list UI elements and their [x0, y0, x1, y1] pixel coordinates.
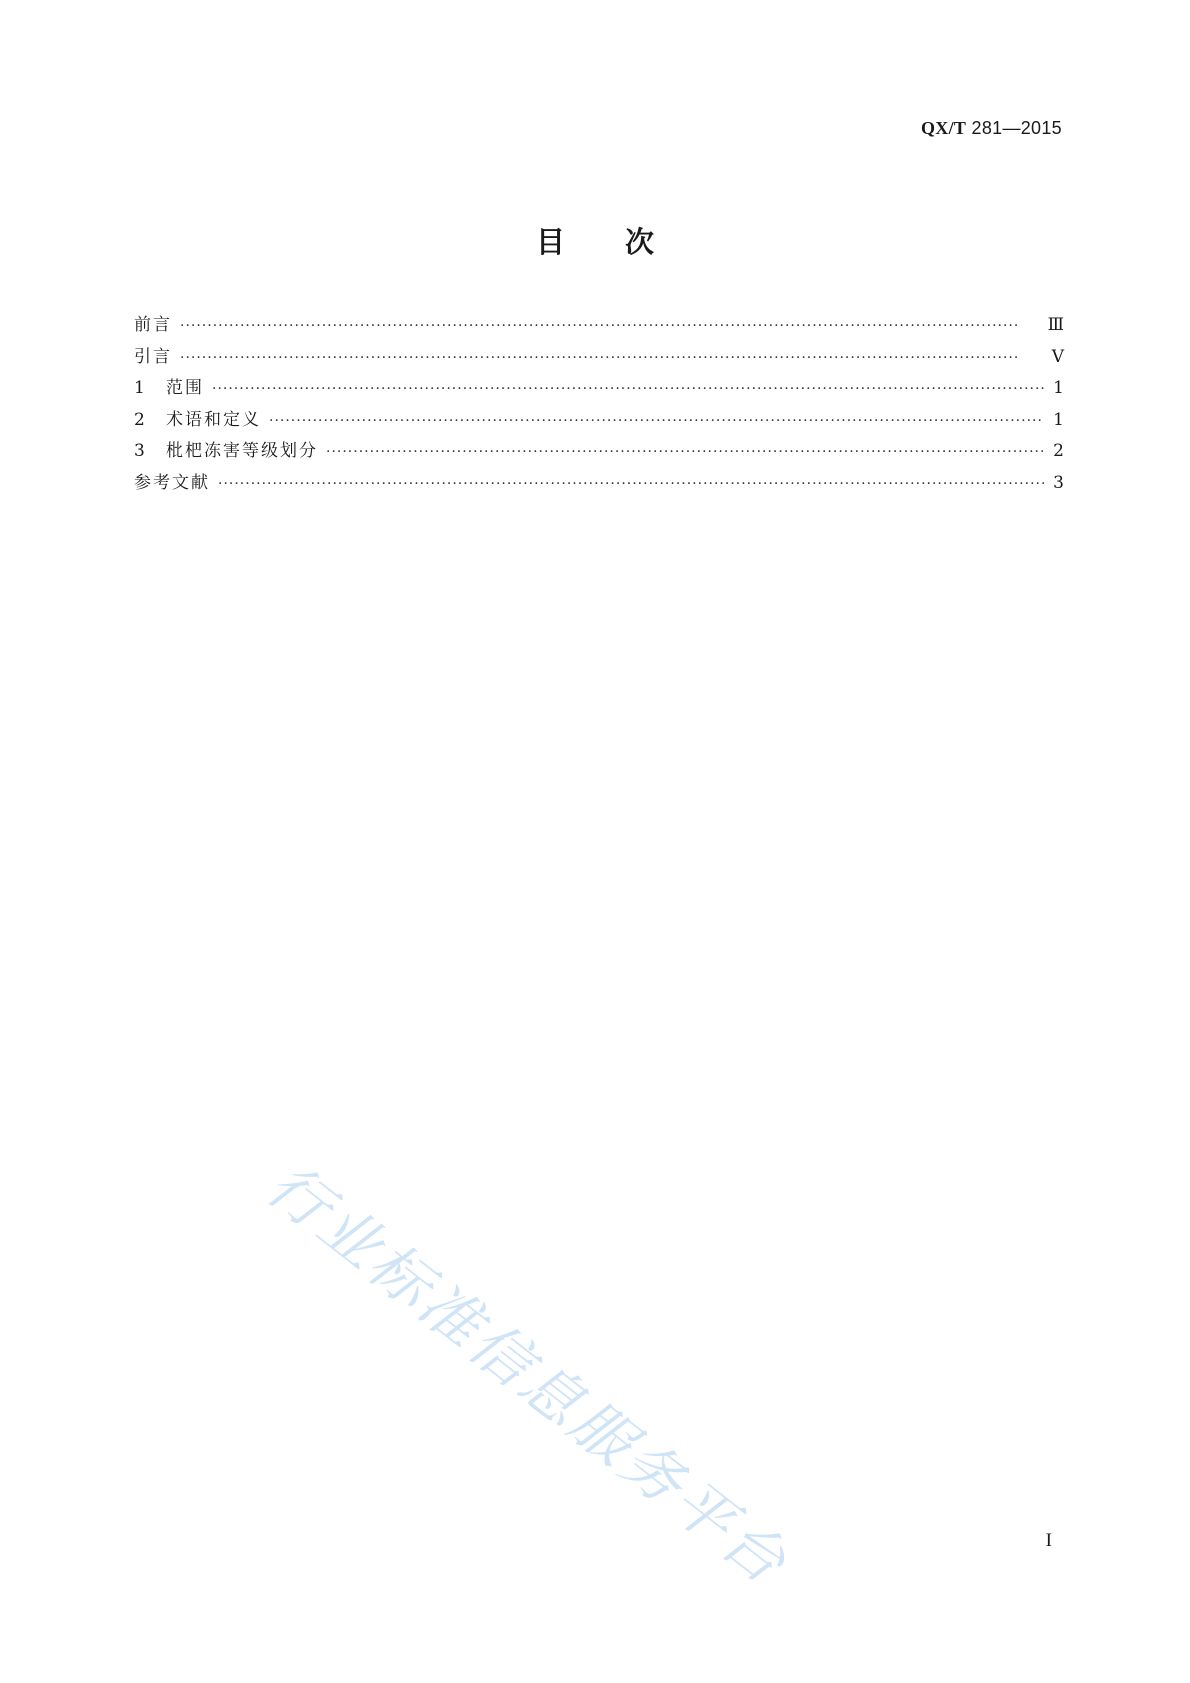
toc-item-grading[interactable]	[134, 436, 1064, 468]
toc-item-label: 前言	[134, 315, 172, 335]
toc-item-page: 1	[1053, 409, 1064, 430]
toc-item-references[interactable]	[134, 468, 1064, 500]
watermark: 行业标准信息服务平台	[253, 1150, 802, 1600]
dot-leader	[180, 343, 1044, 375]
toc-item-number: 2	[134, 409, 145, 430]
toc-item-number: 1	[134, 378, 145, 398]
dot-leader	[218, 469, 1044, 501]
toc-item-label: 术语和定义	[166, 409, 261, 430]
toc-item-page: 3	[1053, 472, 1064, 493]
page-number: I	[1045, 1530, 1052, 1551]
toc-item-number: 3	[134, 441, 145, 461]
dot-leader	[269, 406, 1044, 438]
standard-code	[921, 118, 1062, 139]
dot-leader	[180, 311, 1040, 343]
table-of-contents	[134, 310, 1064, 499]
toc-item-label: 参考文献	[134, 472, 210, 493]
toc-item-page: 1	[1053, 378, 1064, 398]
dot-leader	[212, 374, 1044, 406]
toc-item-terms[interactable]	[134, 405, 1064, 437]
page-title: 目次	[535, 225, 714, 259]
toc-item-introduction[interactable]	[134, 342, 1064, 374]
toc-item-scope[interactable]	[134, 373, 1064, 405]
standard-code-number: 281—2015	[971, 118, 1062, 138]
toc-item-label: 枇杷冻害等级划分	[166, 441, 318, 461]
toc-item-page: 2	[1053, 441, 1064, 461]
toc-item-label: 引言	[134, 346, 172, 367]
toc-item-page: Ⅴ	[1051, 346, 1064, 367]
standard-code-prefix: QX/T	[920, 118, 967, 138]
toc-item-foreword[interactable]	[134, 310, 1064, 342]
dot-leader	[326, 437, 1044, 469]
toc-item-label: 范围	[166, 378, 204, 398]
toc-item-page: Ⅲ	[1047, 315, 1064, 335]
